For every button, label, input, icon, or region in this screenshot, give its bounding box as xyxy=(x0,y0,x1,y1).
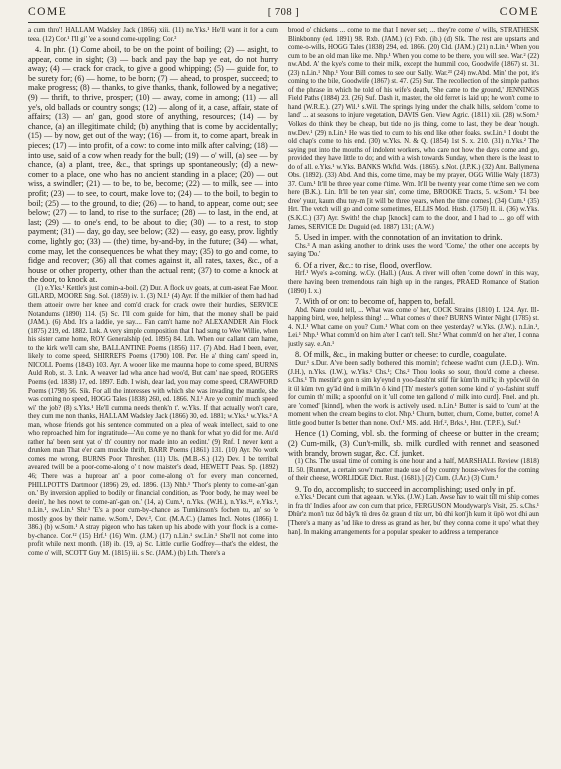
sense-5-citations: Chs.³ A man asking another to drink uses the word 'Come,' the other one accepts by saying 'Do.' xyxy=(288,242,539,259)
sense-8-derivatives: Hence (1) Coming, vbl. sb. the forming of cheese or butter in the cream; (2) Cum-milk, (3) Cun't-milk, sb. milk curdled with rennet and seasoned with brandy, brown sugar, &c. Cf. junket. xyxy=(288,429,539,458)
sense-7-definition: 7. With of or on: to become of, happen to, befall. xyxy=(295,297,456,307)
sense-4-definition: 4. In phr. (1) Come aboil, to be on the point of boiling; (2) — asight, to appear, come in sight; (3) — back and pay the bap ye eat, do not hurry away; (4) — crack for crack, to give a good whipping; (5) — guide for, to be surety for; (6) — home, to be born; (7) — ahead, to prosper, succeed; to make progress; (8) — thanks, to give thanks, thank, followed by a negative; (9) — thrift, to thrive, prosper; (10) — away, come in among; (11) — all ye's, old ballads or country songs; (12) — along of it, a case, affair, state of affairs; (13) — an' gan, good store of anything, resources; (14) — by chance, (a) an illegitimate child; (b) anything that is come by accidentally; (15) — by now, get out of the way; (16) — from it, to come apart, break in pieces; (17) — into profit, of a cow: to come into milk after calving; (18) — into use, said of a cow when ready for the bull; (19) — o' will, (a) see — by chance, (a) a plant, tree, &c., that springs up spontaneously; (d) a new-comer to a place, one who has no ancient standing in a place; (20) — out wiss, a swindler; (21) — to be, to be, become; (22) — to milk, see — into profit; (23) — to see, to court, make love to; (24) — to the boil, to begin to boil; (25) — to the ground, to die; (26) — to hand, to appear, come out; see below; (27) — to land, to rise to the surface; (28) — to last, in the end, at last; (29) — to one's end, to be about to die; (30) — to a rest, to stop payment; (31) — day, go day, see below; (32) — easy, go easy, prov. lightly come, lightly go; (33) — (the) time, by-and-by, in the future; (34) — what, come may, let the consequences be what they may; (35) to go and come, to fidge and recover; (36) all that comes against it, all rates, taxes, &c., of a house or other property, other than the actual rent; (37) to come a knock at the door, to knock at. xyxy=(28,45,278,285)
page-number: [ 708 ] xyxy=(267,7,300,18)
header-left-headword: COME xyxy=(28,6,68,18)
sense-7-citations: Abd. Nane could tell, ... What was come o' her, COCK Strains (1810) I. 124. Ayr. Ill-happing bird, wee, helpless thing! ... What comes o' thee? BURNS Winter Night (1785) st. 4. N.I.¹ What came on you? Cum.¹ What com on thee yesterday? w.Yks. (J.W.). n.Lin.¹, Lei.¹ Nhp.¹ What comm'd on him a'ter I can't tell. Shr.² What comm'd on her a'ter, I conna justly say. e.An.¹ xyxy=(288,306,539,348)
sense-8-definition: 8. Of milk, &c., in making butter or cheese: to curdle, coagulate. xyxy=(295,350,507,360)
header-right-headword: COME xyxy=(499,6,539,18)
sense-8-citations: Dur.¹ s.Dur. A've been sadly bothered this mornin'; t'cheese wad'nt cum (J.E.D.). Wm. (J.H.), n.Yks. (I.W.), w.Yks.¹ Chs.¹; Chs.² Thou looks so sour, thou'd come a cheese. s.Chs.¹ Th mestür'z gon n sim ky'eynd n yoo-fassh'nt stüf für kùm'ih mil'k; ih ypöcwül ön it ül kùm tvn gy'äd ünd ù milk'in ö kind [Th' mester's gotten some kind o' yo-fashint stuff for cumin th' milk; a spoonful on it 'ull come ten gallond o' milk into curd]. Fnel. and ph. are 'comed' [kinnd], when the work is actively used. n.Lin.¹ Butter is said to 'cum' at the moment when the cream begins to clot. Nhp.¹ Churn, butter, churn, Come, butter, come! A little good butter Is better than none. Oxf.¹ MS. add. Hrf.², Brks.¹, Hnt. (T.P.F.), Suf.¹ xyxy=(288,359,539,427)
sense-6-citations: Hrf.¹ Wye's a-coming. w.Cy. (Hall.) (Aus. A river will often 'come down' in this way, there having been tremendous rain high up in the ranges, PRAED Romance of Station (1890) I. x.) xyxy=(288,270,539,295)
right-column xyxy=(288,27,539,763)
sense-8-derivative-citations: (1) Chs. The usual time of coming is one hour and a half, MARSHALL Review (1818) II. 50. [Runnet, a certain sow'r matter made use of by country house-wives for the coming of their cheese, WORLIDGE Dict. Rust. (1681).] (2) Cum. (J.Ar.) (3) Cum.¹ xyxy=(288,458,539,483)
sense-4-citations: (1) e.Yks.¹ Kettle's just comin-a-boil. (2) Dur. A flock uv goats, at cum-aseat Fae Moor. GILARD, MOORE Sng. Sol. (1859) iv. 1. (3) N.I.¹ (4) Ayr. If the milkier of them had had them attoeir owre her knee and com'd crack for crack owre their hurdies, SERVICE Notandums (1890) 114. (5) Sc. I'll com guide for him, that the money shall be paid (JAM.). (6) Abd. It's a laddie, ye say.... Fan cam't hame no? ALEXANDER Ain Flock (1875) 219, ed. 1882. Lnk. A very simple composition that I had sung to Wee Willie, when his sister came home, ROY Generalship (ed. 1895) 84. Lth. When our callant cam hame, to the kirk we'll cam she, BALLANTINE Poems (1856) 117. (7) Abd. Had I been, ever, likely to come speed, SHIRREFS Poems (1790) 108. Per. He a' thing cam' speed in, NICOLL Poems (1843) 103. Ayr. A wooer like me maunna hope to come speed, BURNS Auld Rob, st. 3. Lnk. A weaver lad wha ance had woo'd, But cam' nae speed, ROGERS Poems (ed. 1838) 17, ed. 1897. Edb. I wish, dear lad, you may come speed, CRAWFORD Poems (1798) 56. Sik. For all the interesses with which she was invading the mantle, she was coming no speed, HOGG Tales (1838) 260, ed. 1866. N.I.¹ Are ye comin' much speed wi' the job? (8) s.Yks.¹ He'll cumma needs thenk'n t'. w.Yks. If that actually won't care, they cum me non thanks, HALLAM Wadsley Jack (1866) 30, ed. 1881; w.Yks.¹ w.Yks.² A man, whose friends got his sentence commuted on a plea of weak intellect, said to one who reproached him for ingratitude—'Au come ye no thank for what yo did for me. Au'd rather ha' been sent yat o' th' country nor made into an eedint.' (9) Rnf. I never kent a drunken man That e'er cam muckle thrift, BARR Poems (1861) 131. (10) Ayr. No work comes me wrong, BURNS Poor Thresher. (11) Uls. (M.B.-S.) (12) Dev. I be terribal aveared twill be a poor-come-along o' t now maister's dead, HEWETT Peas. Sp. (1892) 46; There was a huproar an' a poor come-along o't for every man concerned, PHILLPOTTS Dartmoor (1896) 29, ed. 1896. (13) Nhb.¹ 'Thor's plenty to come-an'-gan on.' By inversion applied to bodily or financial condition, as 'Poor body, he may weel be deein', he hes nowt te come-an'-gan on.' (14, a) Cum.¹, n.Yks. (W.H.), n.Yks.¹², e.Yks.¹, n.Lin.¹, sw.Lin.¹ Shr.¹ 'E's a poor cum-by-chance as Tumkinson's fochen tu, an' so 'e mostly goos by their name. w.Som.¹, Dev.³, Cor. (M.A.C.) (James Incl. Notes (1866) I. 386.) (b) w.Som.¹ A stray pigeon who has taken up his abode with your flock is a come-by-chance. Cor.¹² (15) Hrf.¹ (16) Wm. (J.M.) (17) n.Lin.¹ sw.Lin.¹ She'll not come into profit while next month. (18) ib. (19, a) Sc. Little curlie Godfrey—that's the eldest, the come o' will, SCOTT Guy M. (1815) iii. s Sc. (JAM.) (b) Lth. There's a xyxy=(28,284,278,557)
entry-paragraph: a cum thro'! HALLAM Wadsley Jack (1866) xiii. (11) ne.Yks.¹ He'll want it for a cum teea. (12) Cor.¹ I'll gi' 'ee a sound come-uppling; Cor.² xyxy=(28,27,278,43)
header-rule xyxy=(28,22,539,23)
sense-9-citations: e.Yks.¹ Decant cum that ageaan. w.Yks. (J.W.) Lan. Awse hav to wait till mi ship comes in fra th' Indies afoor aw con cum that price, FERGUSON Moudywarp's Visit, 25. s.Chs.¹ Dhür'z mon'i tuz ôd bây'k tü dres ôz graun d tüz urr, bù dhi kon'jh kum it üpö wot dhi aun [There's a many as 'ud like to dress as grand as her, bu' they conna come it upo' what they han]. In making arrangements for a popular speaker to address a temperance xyxy=(288,494,539,536)
sense-9-definition: 9. To do, accomplish; to succeed in accomplishing; used only in pf. xyxy=(295,484,516,494)
left-column xyxy=(28,27,278,763)
sense-4-citations-continued: brood o' chickens ... come to me that I never set; ... they're come o' wills, STRATHESK Blinkbonny (ed. 1891) 98. Rxb. (JAM.) (c) Fxb. (ib.) (d) Slk. The rest are upstarts and come-o-wills, HOGG Tales (1838) 294, ed. 1866. (20) Cld. (JAM.) (21) n.Lin.¹ When you cum to be an old man like me. Nhp.¹ When you come to be there, you will see. War.² (22) nw.Abd. A' the kye's come to their milk, except the hummil coo, Goodwife (1867) st. 31. (23) n.Lin.¹ Nhp.¹ Your Bill comes to see our Sally. War.²³ (24) nw.Abd. Min' the pot, it's coming to the bile, Goodwife (1867) st. 47. (25) Sur. The recollection of the simple pathos of the phrase in which he told of his wife's death, 'She came to the ground,' JENNINGS Field Paths (1884) 23. (26) Suf. Dash it, master, the old ferret is laid up; he won't come to hand (W.R.E.). (27) Wil.¹ s.Wil. The springs lying under the chalk hills, seldom 'come to land' ... at seasons to injure vegetation, DAVIS Gen. View Agric. (1811) xii. (28) w.Som.¹ Volkes do think they be cheap, but tide no jis thing, come to last, they be dear 'nough. nw.Dev.¹ (29) n.Lin.¹ He was tied to cum to his end like other foaks. sw.Lin.¹ I doubt the old chap's come to his end. (30) w.Yks. N. & Q. (1854) 1st S. x. 210. (31) n.Yks.² The saying put into the mouths of indolent workers, who care not how the days come and go, provided they have little to do; and with a wish towards Sunday, when there is the least to do of all. e.Yks.¹ w.Yks. BANKS Wkfld. Wds. (1865). s.Not. (J.P.K.) (32) Ant. Ballymena Obs. (1892). (33) Abd. And this, come time, may be my prayer, OGG Willie Waly (1873) 37. Cum.¹ It'll be three year come t'time. Wm. It'll be twenty year come t'time sen we com here (B.K.). Lin. It'll be ten year sin', come time, BROOKE Tracts, 5. w.Som.¹ T-l bee dree' yuur, kaum dhu tuy-m [it will be three years, when the time comes]. (34) Cum.¹ (35) Hrt. The vetch will go and come sometimes, ELLIS Mod. Husb. (1750) II. ii. (36) w.Yks. (S.K.C.) (37) Ayr. Swith! the chap [knock] cam to the door, and I had to ... go off with James, SERVICE Dr. Duguid (ed. 1887) 131; (A.W.) xyxy=(288,27,539,231)
sense-5-definition: 5. Used in imper. with the connotation of an invitation to drink. xyxy=(295,233,503,243)
sense-6-definition: 6. Of a river, &c.: to rise, flood, overflow. xyxy=(295,260,432,270)
